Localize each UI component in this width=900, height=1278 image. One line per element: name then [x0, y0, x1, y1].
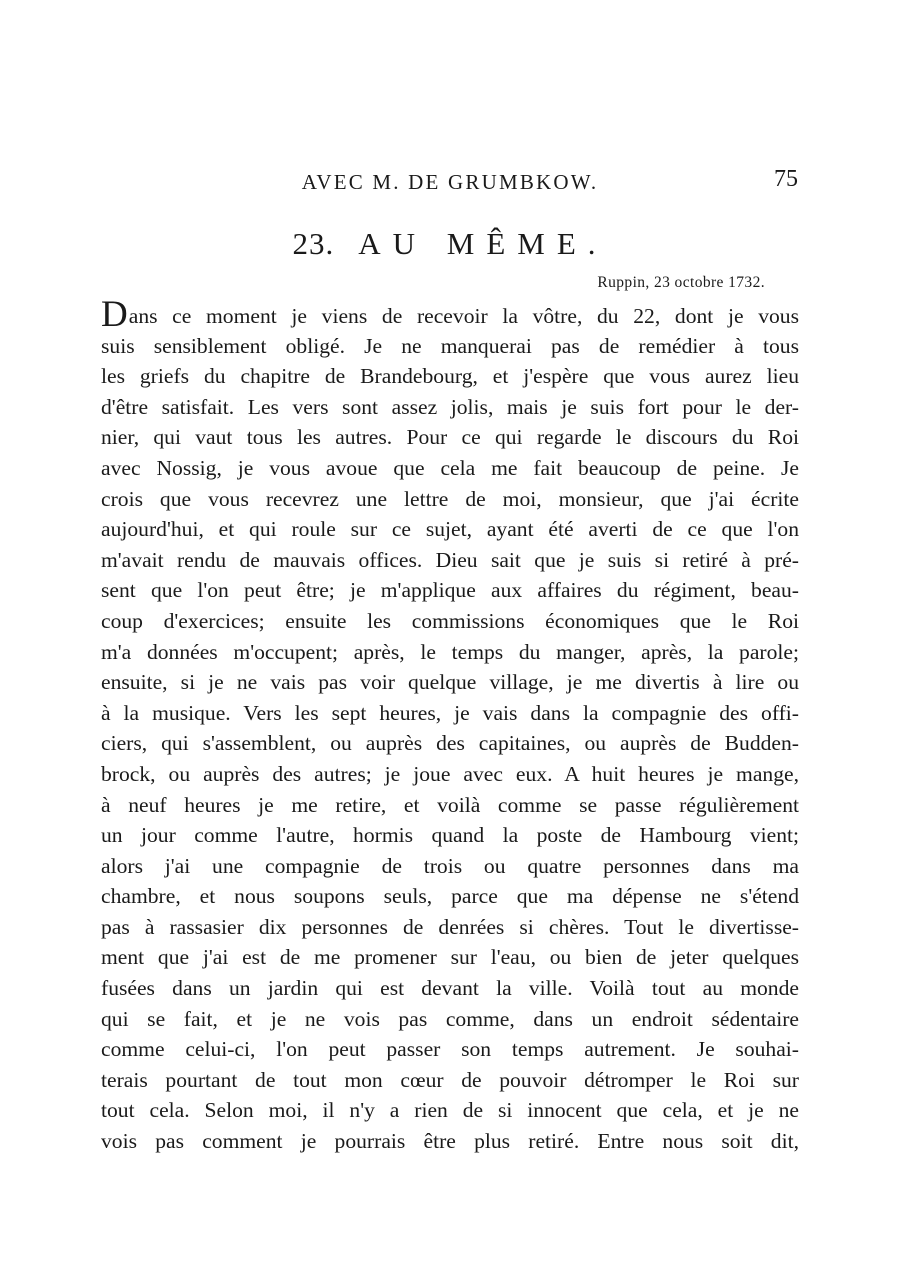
text-line: à neuf heures je me retire, et voilà comme se passe régulièrement [101, 792, 799, 817]
letter-dateline: Ruppin, 23 octobre 1732. [597, 274, 765, 291]
text-line: tout cela. Selon moi, il n'y a rien de si innocent que cela, et je ne [101, 1098, 799, 1123]
letter-heading [0, 226, 900, 262]
text-line: ensuite, si je ne vais pas voir quelque village, je me divertis à lire ou [101, 670, 799, 695]
text-line: ment que j'ai est de me promener sur l'eau, ou bien de jeter quelques [101, 945, 799, 970]
text-line: m'avait rendu de mauvais offices. Dieu sait que je suis si retiré à pré- [101, 547, 799, 572]
text-line: vois pas comment je pourrais être plus retiré. Entre nous soit dit, [101, 1129, 799, 1154]
text-line: brock, ou auprès des autres; je joue avec eux. A huit heures je mange, [101, 761, 799, 786]
text-line: aujourd'hui, et qui roule sur ce sujet, ayant été averti de ce que l'on [101, 517, 799, 542]
text-line-content: ans ce moment je viens de recevoir la vôtre, du 22, dont je vous [128, 304, 799, 328]
letter-body [101, 294, 799, 1157]
text-line: suis sensiblement obligé. Je ne manquerai pas de remédier à tous [101, 333, 799, 358]
running-title: AVEC M. DE GRUMBKOW. [301, 170, 599, 194]
text-line: à la musique. Vers les sept heures, je vais dans la compagnie des offi- [101, 700, 799, 725]
text-line: chambre, et nous soupons seuls, parce que ma dépense ne s'étend [101, 884, 799, 909]
text-line: alors j'ai une compagnie de trois ou quatre personnes dans ma [101, 853, 799, 878]
text-line: d'être satisfait. Les vers sont assez jolis, mais je suis fort pour le der- [101, 394, 799, 419]
text-line: sent que l'on peut être; je m'applique aux affaires du régiment, beau- [101, 578, 799, 603]
text-line: coup d'exercices; ensuite les commissions économiques que le Roi [101, 608, 799, 633]
text-line: les griefs du chapitre de Brandebourg, et j'espère que vous aurez lieu [101, 364, 799, 389]
text-line [101, 294, 799, 335]
letter-title: AU MÊME. [358, 226, 608, 261]
running-head [0, 166, 900, 200]
text-line: comme celui-ci, l'on peut passer son temps autrement. Je souhai- [101, 1037, 799, 1062]
text-line: fusées dans un jardin qui est devant la ville. Voilà tout au monde [101, 976, 799, 1001]
text-line: nier, qui vaut tous les autres. Pour ce qui regarde le discours du Roi [101, 425, 799, 450]
text-line: m'a données m'occupent; après, le temps du manger, après, la parole; [101, 639, 799, 664]
text-line: crois que vous recevrez une lettre de moi, monsieur, que j'ai écrite [101, 486, 799, 511]
page-number: 75 [774, 166, 798, 192]
text-line: qui se fait, et je ne vois pas comme, dans un endroit sédentaire [101, 1006, 799, 1031]
text-line: ciers, qui s'assemblent, ou auprès des capitaines, ou auprès de Budden- [101, 731, 799, 756]
text-line: terais pourtant de tout mon cœur de pouvoir détromper le Roi sur [101, 1067, 799, 1092]
text-line: un jour comme l'autre, hormis quand la poste de Hambourg vient; [101, 823, 799, 848]
letter-number: 23. [292, 226, 335, 261]
drop-cap: D [101, 294, 128, 335]
text-line: avec Nossig, je vous avoue que cela me fait beaucoup de peine. Je [101, 455, 799, 480]
text-line: pas à rassasier dix personnes de denrées si chères. Tout le divertisse- [101, 914, 799, 939]
